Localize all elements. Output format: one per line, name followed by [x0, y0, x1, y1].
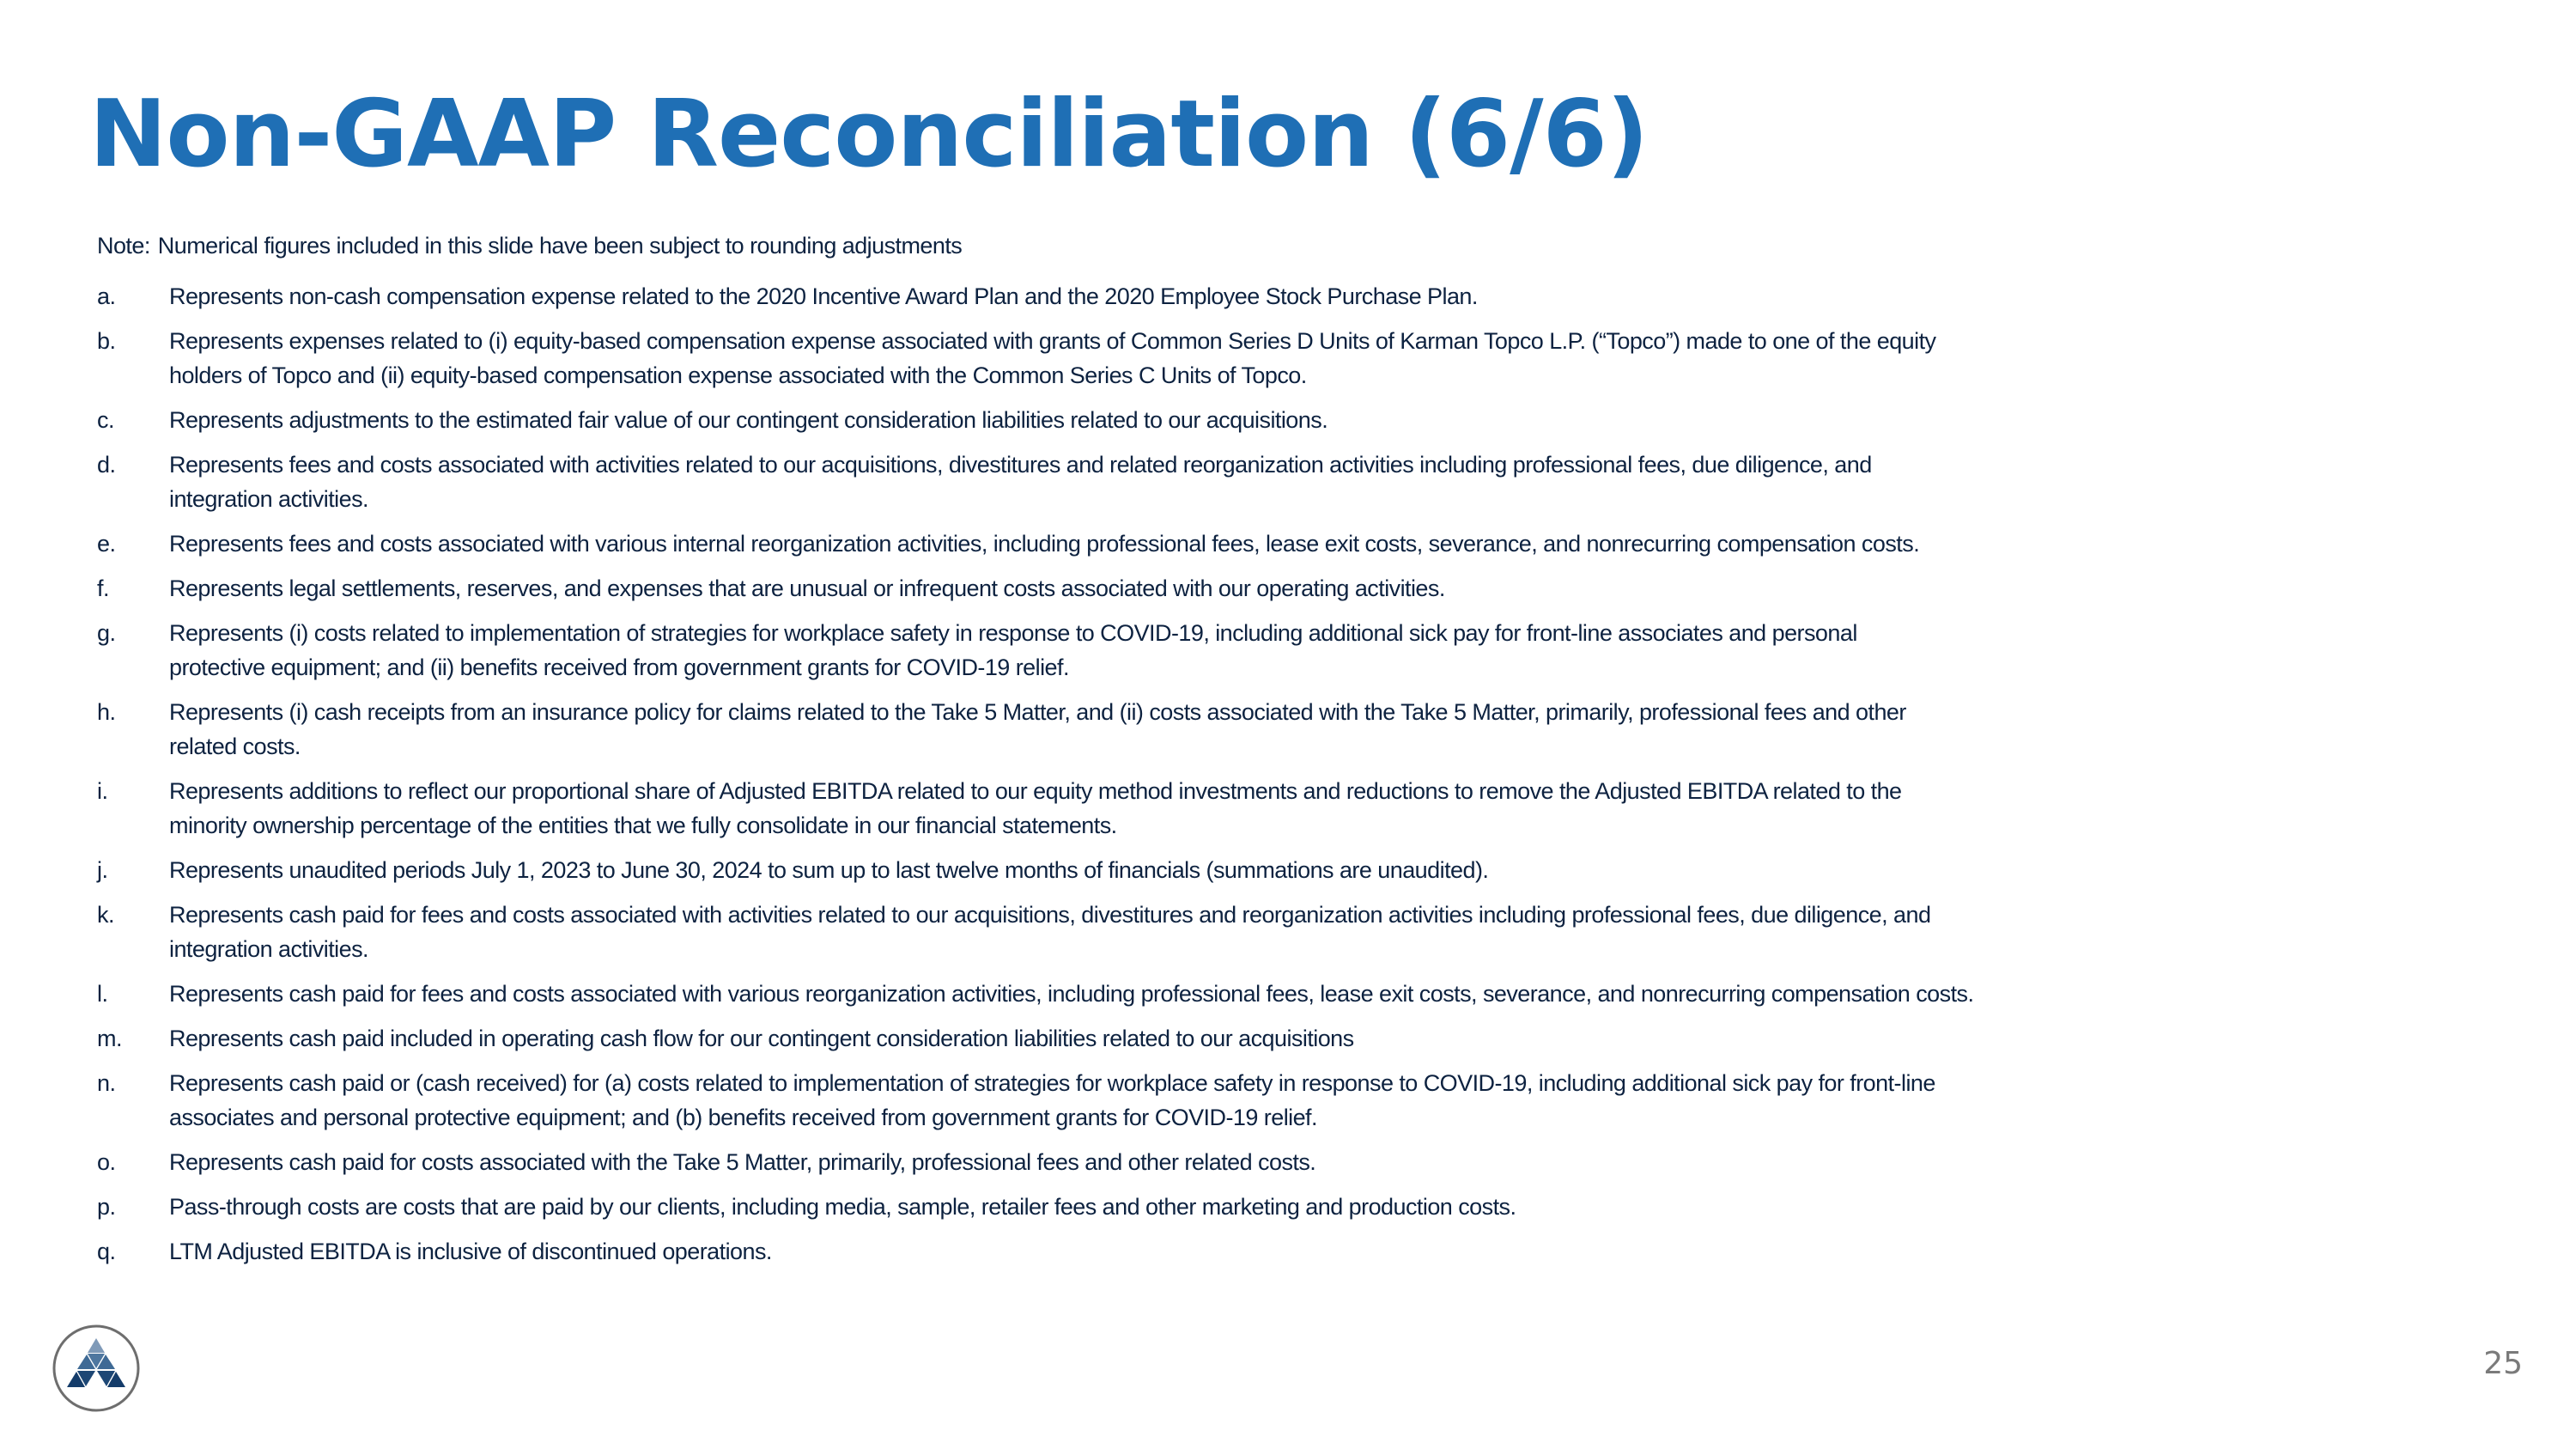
footnote-line: Pass-through costs are costs that are paid by our clients, including media, sample, retailer fees and other marketing and production costs.: [169, 1194, 1516, 1220]
page-title: Non-GAAP Reconciliation (6/6): [89, 81, 1649, 188]
triangle-mosaic-logo-icon: [52, 1324, 141, 1413]
footnote-text: [169, 1021, 2415, 1056]
footnote-line: Represents adjustments to the estimated fair value of our contingent consideration liabilities related to our acquisitions.: [169, 407, 1328, 433]
footnotes-list: [97, 279, 2415, 1279]
footnote-letter: q.: [97, 1239, 116, 1264]
footnote-line: Represents cash paid included in operating cash flow for our contingent consideration liabilities related to our acquisitions: [169, 1026, 1354, 1051]
footnote-line: Represents unaudited periods July 1, 2023 to June 30, 2024 to sum up to last twelve months of financials (summations are unaudited).: [169, 857, 1489, 883]
footnote-line: Represents fees and costs associated with various internal reorganization activities, including professional fees, lease exit costs, severance, and nonrecurring compensation costs.: [169, 531, 1920, 557]
footnote-letter: m.: [97, 1026, 122, 1051]
footnote-item: [97, 279, 2415, 314]
footnote-line: Represents (i) costs related to implementation of strategies for workplace safety in response to COVID-19, including additional sick pay for front-line associates and personal: [169, 620, 1857, 646]
footnote-line: minority ownership percentage of the entities that we fully consolidate in our financial statements.: [169, 813, 1117, 838]
footnote-text: [169, 977, 2415, 1011]
footnote-item: [97, 1021, 2415, 1056]
footnote-letter: j.: [97, 857, 108, 883]
footnote-item: [97, 324, 2415, 393]
footnote-line: Represents expenses related to (i) equity-based compensation expense associated with grants of Common Series D Units of Karman Topco L.P. (“Topco”) made to one of the equity: [169, 328, 1936, 354]
footnote-item: [97, 1066, 2415, 1135]
footnote-letter: e.: [97, 531, 116, 557]
footnote-text: [169, 1066, 2415, 1135]
note-label: Note:: [97, 233, 150, 259]
company-logo: [52, 1324, 141, 1413]
footnote-letter: p.: [97, 1194, 116, 1220]
footnote-line: Represents additions to reflect our proportional share of Adjusted EBITDA related to our equity method investments and reductions to remove the Adjusted EBITDA related to the: [169, 778, 1902, 804]
footnote-line: integration activities.: [169, 936, 368, 962]
footnote-line: Represents legal settlements, reserves, and expenses that are unusual or infrequent costs associated with our operating activities.: [169, 575, 1445, 601]
footnote-text: [169, 279, 2415, 314]
footnote-item: [97, 1145, 2415, 1179]
footnote-text: [169, 1234, 2415, 1269]
footnote-line: Represents non-cash compensation expense related to the 2020 Incentive Award Plan and the 2020 Employee Stock Purchase Plan.: [169, 283, 1478, 309]
footnote-item: [97, 695, 2415, 764]
footnote-item: [97, 774, 2415, 843]
footnote-text: [169, 774, 2415, 843]
footnote-text: [169, 695, 2415, 764]
footnote-item: [97, 1234, 2415, 1269]
footnote-item: [97, 403, 2415, 437]
footnote-line: Represents (i) cash receipts from an insurance policy for claims related to the Take 5 Matter, and (ii) costs associated with the Take 5 Matter, primarily, professional fees and other: [169, 699, 1906, 725]
rounding-note: [97, 228, 962, 263]
footnote-line: related costs.: [169, 734, 301, 759]
footnote-text: [169, 571, 2415, 606]
footnote-item: [97, 447, 2415, 516]
footnote-letter: c.: [97, 407, 114, 433]
footnote-item: [97, 527, 2415, 561]
footnote-letter: i.: [97, 778, 108, 804]
footnote-letter: b.: [97, 328, 116, 354]
footnote-line: holders of Topco and (ii) equity-based compensation expense associated with the Common Series C Units of Topco.: [169, 362, 1307, 388]
footnote-line: LTM Adjusted EBITDA is inclusive of discontinued operations.: [169, 1239, 772, 1264]
footnote-letter: f.: [97, 575, 109, 601]
footnote-item: [97, 616, 2415, 685]
footnote-line: Represents cash paid for costs associated with the Take 5 Matter, primarily, professional fees and other related costs.: [169, 1149, 1316, 1175]
footnote-text: [169, 324, 2415, 393]
footnote-item: [97, 1190, 2415, 1224]
footnote-line: protective equipment; and (ii) benefits received from government grants for COVID-19 relief.: [169, 654, 1069, 680]
footnote-letter: o.: [97, 1149, 116, 1175]
footnote-letter: a.: [97, 283, 116, 309]
footnote-letter: n.: [97, 1070, 116, 1096]
footnote-text: [169, 1145, 2415, 1179]
footnote-letter: l.: [97, 981, 108, 1007]
footnote-text: [169, 898, 2415, 966]
footnote-item: [97, 898, 2415, 966]
footnote-line: Represents cash paid or (cash received) for (a) costs related to implementation of strategies for workplace safety in response to COVID-19, including additional sick pay for front-line: [169, 1070, 1935, 1096]
footnote-text: [169, 447, 2415, 516]
footnote-line: associates and personal protective equipment; and (b) benefits received from government grants for COVID-19 relief.: [169, 1105, 1317, 1130]
footnote-letter: g.: [97, 620, 116, 646]
footnote-text: [169, 403, 2415, 437]
footnote-line: Represents fees and costs associated with activities related to our acquisitions, divestitures and related reorganization activities including professional fees, due diligence, and: [169, 452, 1872, 478]
footnote-letter: d.: [97, 452, 116, 478]
footnote-letter: k.: [97, 902, 114, 928]
note-text: Numerical figures included in this slide have been subject to rounding adjustments: [157, 233, 963, 259]
footnote-item: [97, 977, 2415, 1011]
footnote-line: Represents cash paid for fees and costs associated with various reorganization activities, including professional fees, lease exit costs, severance, and nonrecurring compensation costs.: [169, 981, 1974, 1007]
footnote-line: Represents cash paid for fees and costs associated with activities related to our acquisitions, divestitures and reorganization activities including professional fees, due diligence, and: [169, 902, 1931, 928]
footnote-item: [97, 571, 2415, 606]
page-number: 25: [2483, 1346, 2523, 1381]
footnote-text: [169, 616, 2415, 685]
footnote-letter: h.: [97, 699, 116, 725]
footnote-line: integration activities.: [169, 486, 368, 512]
footnote-text: [169, 1190, 2415, 1224]
footnote-text: [169, 527, 2415, 561]
footnote-text: [169, 853, 2415, 887]
footnote-item: [97, 853, 2415, 887]
